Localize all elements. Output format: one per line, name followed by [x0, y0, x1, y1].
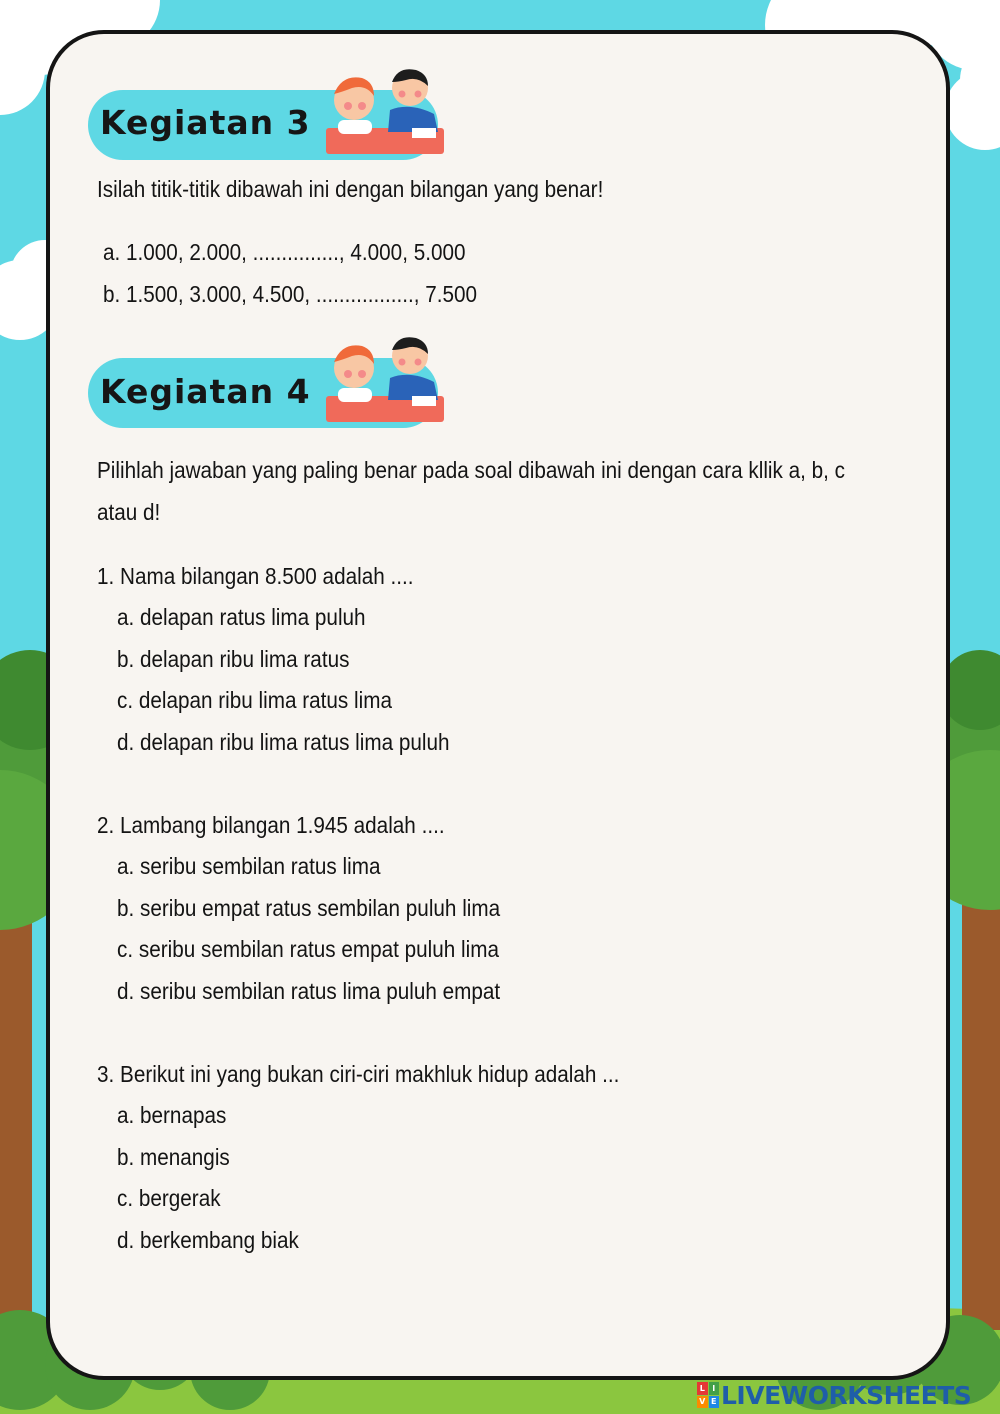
liveworksheets-logo-icon: L I V E	[697, 1382, 719, 1408]
fill-item-b	[103, 281, 477, 308]
liveworksheets-logo-text: LIVEWORKSHEETS	[721, 1380, 972, 1410]
question-3-option-d[interactable]: d. berkembang biak	[117, 1227, 299, 1253]
kegiatan-4-instruction-line2: atau d!	[97, 499, 161, 525]
question-1-option-a[interactable]: a. delapan ratus lima puluh	[117, 604, 366, 630]
question-2-option-a[interactable]: a. seribu sembilan ratus lima	[117, 853, 381, 879]
question-3: 3. Berikut ini yang bukan ciri-ciri makhluk hidup adalah ...	[97, 1061, 620, 1087]
kids-studying-illustration	[322, 66, 448, 158]
question-2: 2. Lambang bilangan 1.945 adalah ....	[97, 812, 445, 838]
fill-item-b-letter: b.	[103, 281, 121, 307]
question-1: 1. Nama bilangan 8.500 adalah ....	[97, 563, 414, 589]
fill-item-a-text[interactable]: 1.000, 2.000, ..............., 4.000, 5.000	[126, 239, 466, 265]
liveworksheets-logo[interactable]	[697, 1380, 971, 1410]
question-1-option-b[interactable]: b. delapan ribu lima ratus	[117, 646, 350, 672]
question-2-option-c[interactable]: c. seribu sembilan ratus empat puluh lima	[117, 936, 499, 962]
fill-item-a-letter: a.	[103, 239, 121, 265]
kegiatan-3-title: Kegiatan 3	[100, 103, 311, 142]
question-1-option-c[interactable]: c. delapan ribu lima ratus lima	[117, 687, 392, 713]
kegiatan-3-instruction: Isilah titik-titik dibawah ini dengan bilangan yang benar!	[97, 176, 604, 202]
question-2-option-b[interactable]: b. seribu empat ratus sembilan puluh lima	[117, 895, 501, 921]
fill-item-b-text[interactable]: 1.500, 3.000, 4.500, ................., 7.500	[126, 281, 478, 307]
kids-studying-illustration-2	[322, 334, 448, 426]
kegiatan-4-instruction-line1: Pilihlah jawaban yang paling benar pada soal dibawah ini dengan cara kllik a, b, c	[97, 457, 846, 483]
question-3-option-b[interactable]: b. menangis	[117, 1144, 230, 1170]
kegiatan-4-title: Kegiatan 4	[100, 372, 311, 411]
question-2-option-d[interactable]: d. seribu sembilan ratus lima puluh empat	[117, 978, 501, 1004]
question-3-option-a[interactable]: a. bernapas	[117, 1102, 227, 1128]
fill-item-a	[103, 239, 466, 266]
question-1-option-d[interactable]: d. delapan ribu lima ratus lima puluh	[117, 729, 450, 755]
question-3-option-c[interactable]: c. bergerak	[117, 1185, 221, 1211]
